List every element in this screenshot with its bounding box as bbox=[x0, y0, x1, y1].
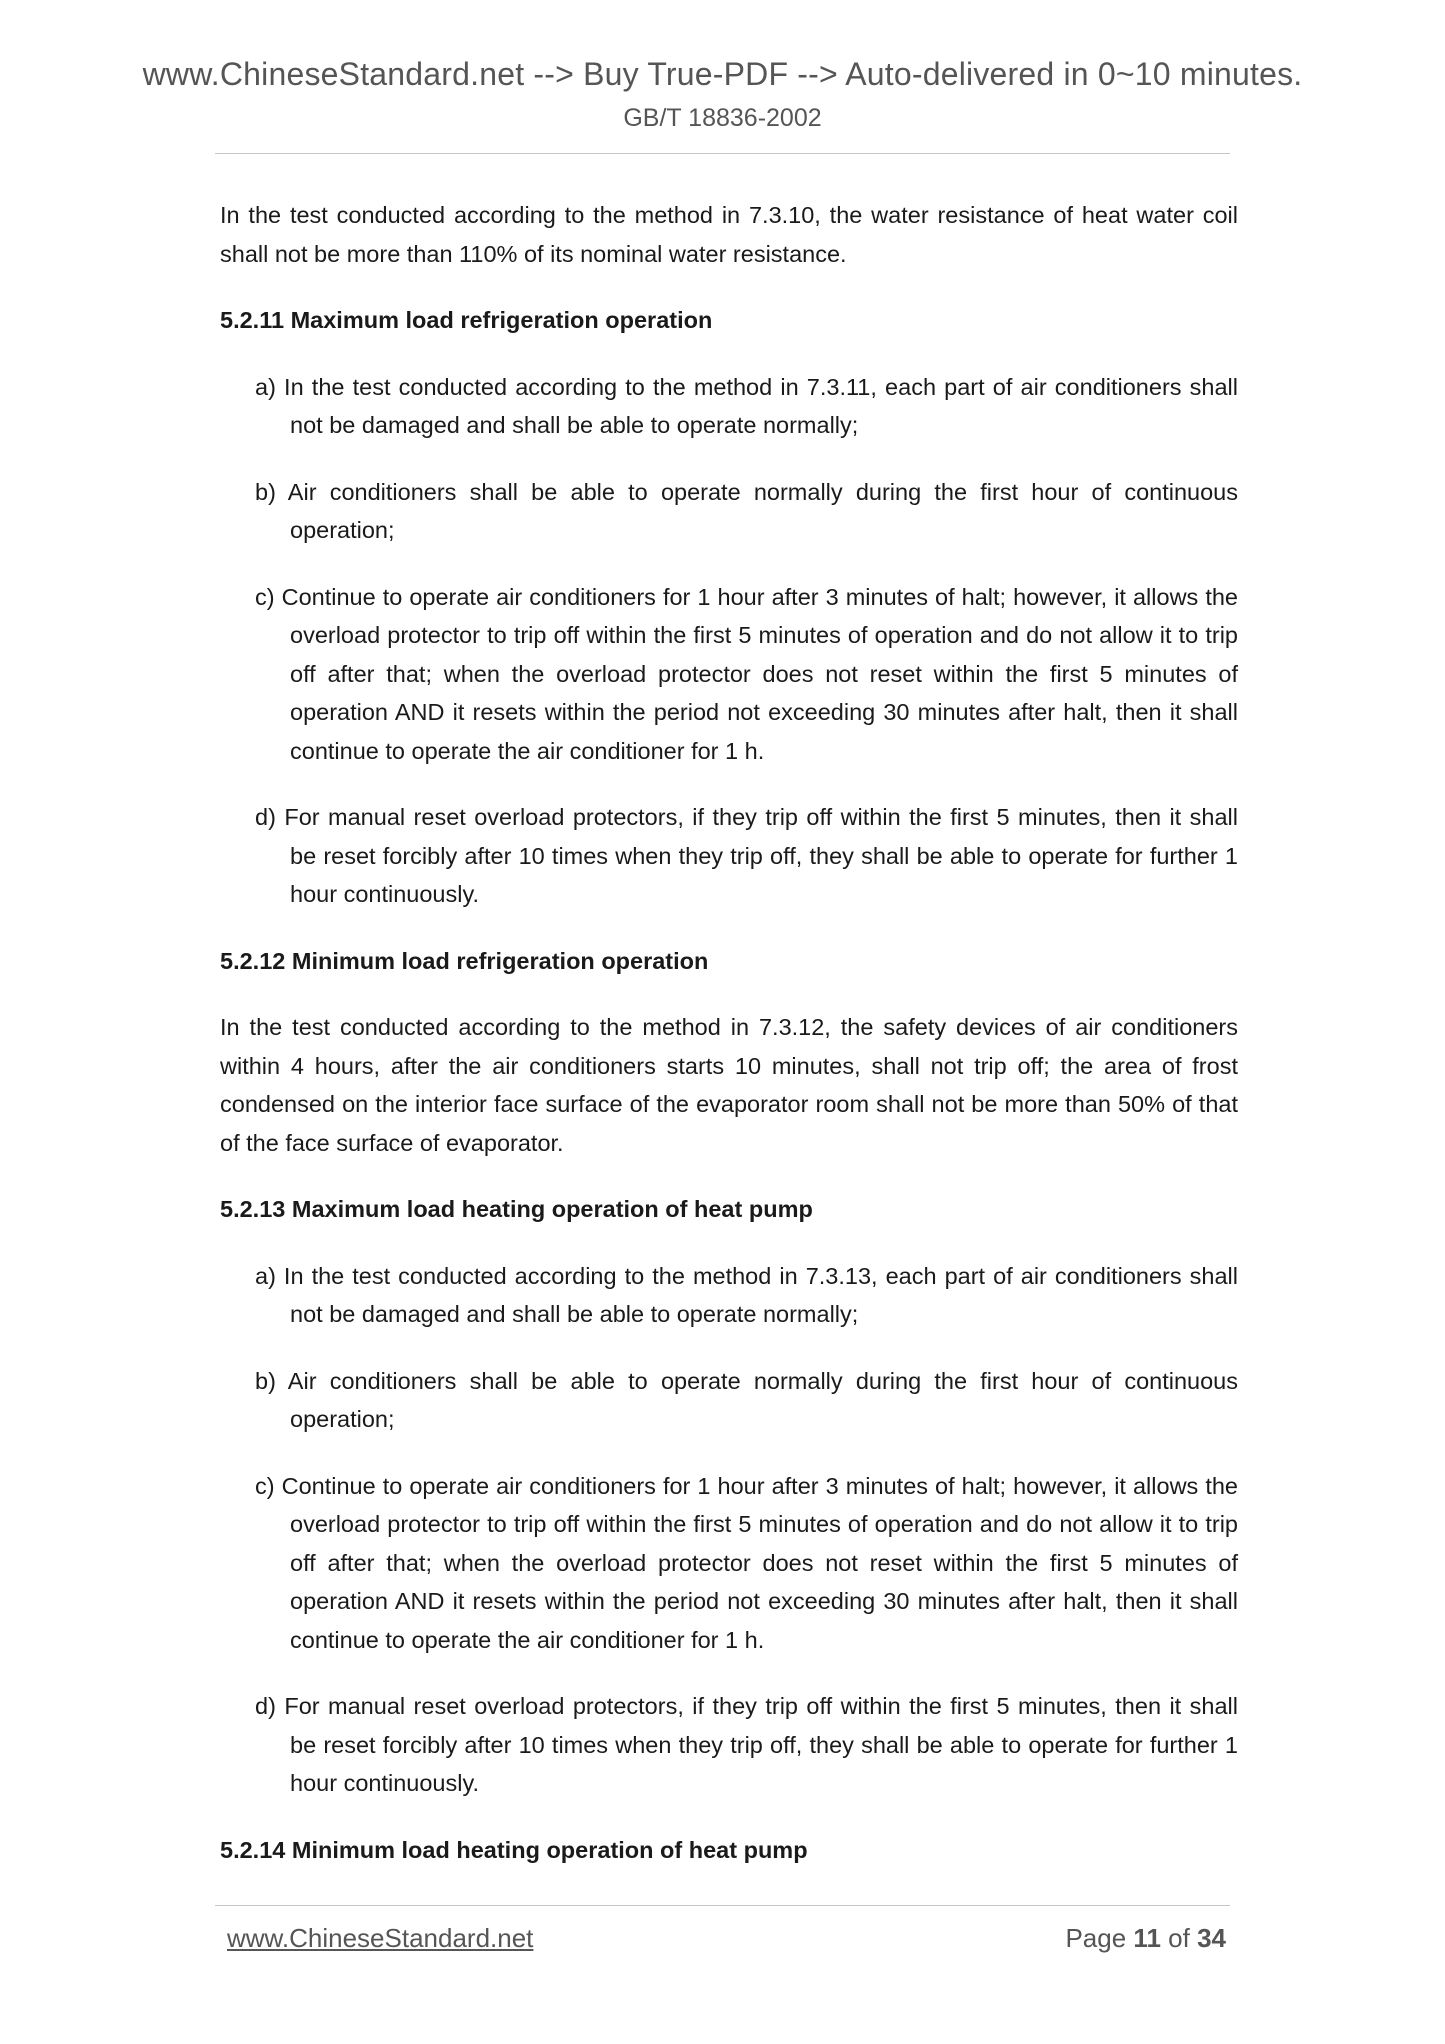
document-body bbox=[220, 196, 1238, 1897]
page-label: Page bbox=[1065, 1923, 1127, 1953]
section-5-2-13-item-c: c) Continue to operate air conditioners for 1 hour after 3 minutes of halt; however, it allows the overload protector to trip off within the first 5 minutes of operation and do not allow it to trip off after that; when the overload protector does not reset within the first 5 minutes of operation AND it resets within the period not exceeding 30 minutes after halt, then it shall continue to operate the air conditioner for 1 h. bbox=[255, 1472, 1238, 1653]
page-of-label: of bbox=[1168, 1923, 1190, 1953]
section-5-2-11-item-a: a) In the test conducted according to the method in 7.3.11, each part of air conditioners shall not be damaged and shall be able to operate normally; bbox=[255, 373, 1238, 438]
intro-paragraph: In the test conducted according to the method in 7.3.10, the water resistance of heat water coil shall not be more than 110% of its nominal water resistance. bbox=[220, 202, 1238, 267]
section-5-2-14-heading: 5.2.14 Minimum load heating operation of heat pump bbox=[220, 1836, 808, 1863]
header-divider bbox=[215, 153, 1230, 154]
section-5-2-12-paragraph: In the test conducted according to the method in 7.3.12, the safety devices of air conditioners within 4 hours, after the air conditioners starts 10 minutes, shall not trip off; the area of frost condensed on the interior face surface of the evaporator room shall not be more than 50% of that of the face surface of evaporator. bbox=[220, 1014, 1238, 1156]
footer-divider bbox=[215, 1905, 1230, 1906]
page-total: 34 bbox=[1197, 1923, 1226, 1953]
section-5-2-12-heading: 5.2.12 Minimum load refrigeration operation bbox=[220, 947, 709, 974]
section-5-2-11-item-b: b) Air conditioners shall be able to operate normally during the first hour of continuous operation; bbox=[255, 478, 1238, 543]
footer-site-link[interactable]: www.ChineseStandard.net bbox=[227, 1923, 534, 1953]
section-5-2-13-item-b: b) Air conditioners shall be able to operate normally during the first hour of continuous operation; bbox=[255, 1367, 1238, 1432]
section-5-2-13-item-d: d) For manual reset overload protectors, if they trip off within the first 5 minutes, then it shall be reset forcibly after 10 times when they trip off, they shall be able to operate for further 1 hour continuously. bbox=[255, 1693, 1238, 1796]
page-number bbox=[1065, 1923, 1226, 1954]
section-5-2-11-item-d: d) For manual reset overload protectors, if they trip off within the first 5 minutes, then it shall be reset forcibly after 10 times when they trip off, they shall be able to operate for further 1 hour continuously. bbox=[255, 804, 1238, 907]
section-5-2-13-item-a: a) In the test conducted according to the method in 7.3.13, each part of air conditioners shall not be damaged and shall be able to operate normally; bbox=[255, 1262, 1238, 1327]
section-5-2-13-heading: 5.2.13 Maximum load heating operation of heat pump bbox=[220, 1196, 813, 1222]
section-5-2-11-item-c: c) Continue to operate air conditioners for 1 hour after 3 minutes of halt; however, it allows the overload protector to trip off within the first 5 minutes of operation and do not allow it to trip off after that; when the overload protector does not reset within the first 5 minutes of operation AND it resets within the period not exceeding 30 minutes after halt, then it shall continue to operate the air conditioner for 1 h. bbox=[255, 583, 1238, 764]
standard-code: GB/T 18836-2002 bbox=[623, 104, 822, 132]
page-current: 11 bbox=[1133, 1923, 1161, 1953]
site-banner: www.ChineseStandard.net --> Buy True-PDF --> Auto-delivered in 0~10 minutes. bbox=[142, 56, 1303, 92]
section-5-2-11-heading: 5.2.11 Maximum load refrigeration operation bbox=[220, 307, 713, 333]
